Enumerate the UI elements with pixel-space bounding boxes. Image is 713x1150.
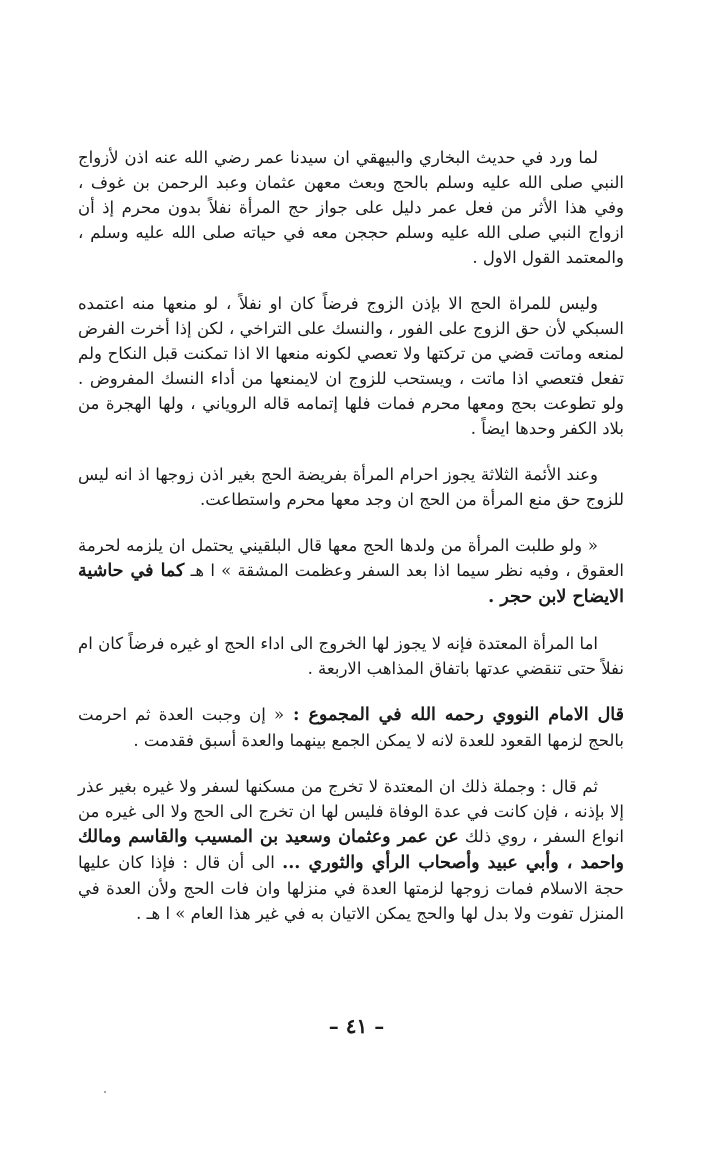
page-body — [78, 145, 624, 926]
paragraph-gap — [78, 270, 624, 291]
page-number: – ٤١ – — [328, 1014, 385, 1038]
paragraph-gap — [78, 753, 624, 774]
scan-speck — [104, 1091, 106, 1093]
paragraph-5-text: اما المرأة المعتدة فإنه لا يجوز لها الخروج الى اداء الحج او غيره فرضاً كان ام نفلاً حتى تنقضي عدتها باتفاق المذاهب الاربعة . — [78, 634, 624, 678]
source-citation: كما في حاشية الايضاح لابن حجر . — [78, 561, 624, 607]
paragraph-5 — [78, 631, 624, 681]
paragraph-7-text-a: ثم قال : وجملة ذلك ان المعتدة لا تخرج من مسكنها لسفر ولا غيره بغير عذر إلا بإذنه ، فإن كانت في عدة الوفاة فليس لها ان تخرج الى الحج ولا الى غيره من انواع السفر ، روي ذلك — [78, 777, 624, 846]
paragraph-1-text: لما ورد في حديث البخاري والبيهقي ان سيدنا عمر رضي الله عنه اذن لأزواج النبي صلى الله عليه وسلم بالحج وبعث معهن عثمان وعبد الرحمن بن غوف ، وفي هذا الأثر من فعل عمر دليل على جواز حج المرأة نفلاً بدون محرم إذ أن ازواج النبي صلى الله عليه وسلم حججن معه في حياته صلى الله عليه وسلم ، والمعتمد القول الاول . — [78, 148, 624, 267]
paragraph-gap — [78, 610, 624, 631]
paragraph-2-text: وليس للمراة الحج الا بإذن الزوج فرضاً كان او نفلاً ، لو منعها منه اعتمده السبكي لأن حق الزوج على الفور ، والنسك على التراخي ، لكن إذا أخرت الفرض لمنعه وماتت قضي من تركتها ولا تعصي لكونه منعها الا اذا تمكنت قبل النكاح ولم تفعل فتعصي اذا ماتت ، ويستحب للزوج ان لايمنعها من أداء النسك المفروض . ولو تطوعت بحج ومعها محرم فمات فلها إتمامه قاله الروياني ، ولها الهجرة من بلاد الكفر وحدها ايضاً . — [78, 294, 624, 438]
paragraph-7-text-b: الى أن قال : فإذا كان عليها حجة الاسلام فمات زوجها لزمتها العدة في منزلها وان فات الحج ولأن العدة في المنزل تفوت ولا بدل لها والحج يمكن الاتيان به في غير هذا العام » ا هـ . — [78, 853, 624, 923]
paragraph-6 — [78, 702, 624, 753]
paragraph-7 — [78, 774, 624, 926]
nawawi-heading: قال الامام النووي رحمه الله في المجموع : — [284, 705, 624, 725]
scholars-list: عن عمر وعثمان وسعيد بن المسيب والقاسم ومالك واحمد ، وأبي عبيد وأصحاب الرأي والثوري ... — [78, 827, 624, 873]
paragraph-1 — [78, 145, 624, 270]
paragraph-gap — [78, 441, 624, 462]
paragraph-3 — [78, 462, 624, 512]
paragraph-3-text: وعند الأئمة الثلاثة يجوز احرام المرأة بفريضة الحج بغير اذن زوجها اذ انه ليس للزوج حق منع المرأة من الحج ان وجد معها محرم واستطاعت. — [78, 465, 624, 509]
nawawi-quote: « إن وجبت العدة ثم احرمت بالحج لزمها القعود للعدة لانه لا يمكن الجمع بينهما والعدة أسبق فقدمت . — [78, 705, 624, 750]
quote-text: « ولو طلبت المرأة من ولدها الحج معها قال البلقيني يحتمل ان يلزمه لحرمة العقوق ، وفيه نظر سيما اذا بعد السفر وعظمت المشقة » ا هـ — [78, 536, 624, 580]
paragraph-gap — [78, 681, 624, 702]
paragraph-2 — [78, 291, 624, 441]
paragraph-gap — [78, 512, 624, 533]
paragraph-4 — [78, 533, 624, 610]
